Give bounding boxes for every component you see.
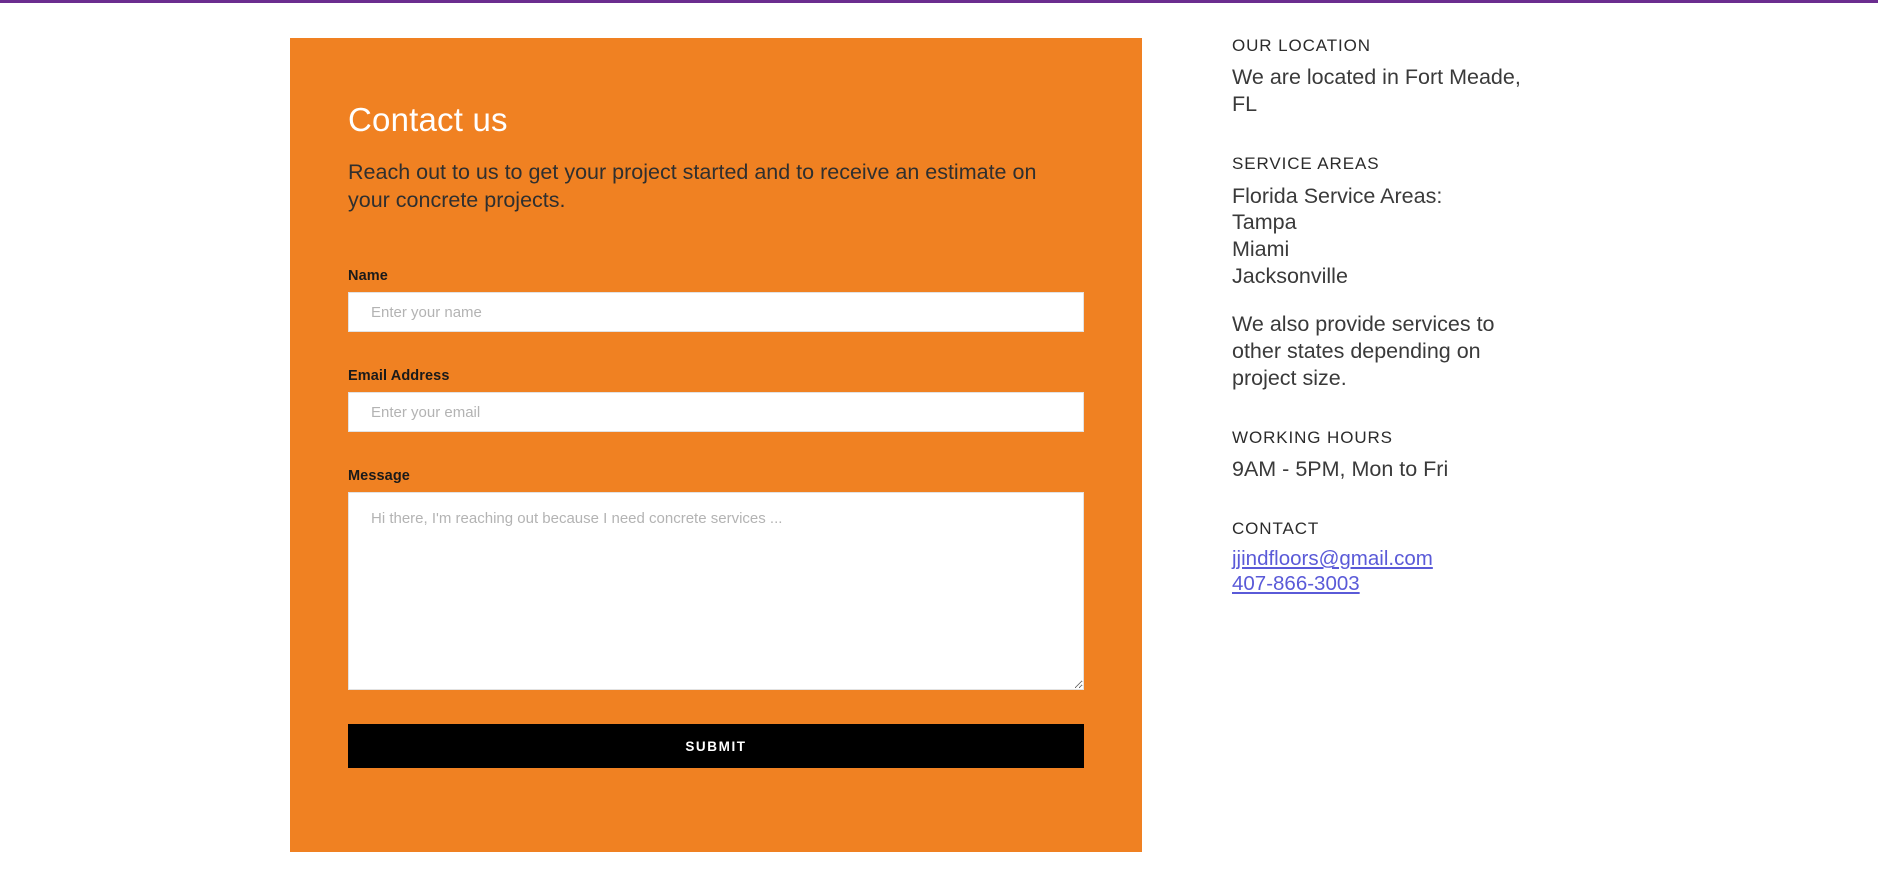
page-subtitle: Reach out to us to get your project started and to receive an estimate on your concrete projects.	[348, 159, 1037, 212]
contact-form-card	[290, 38, 1142, 852]
service-areas-line-2: Tampa	[1232, 210, 1297, 235]
service-areas-line-3: Miami	[1232, 237, 1290, 262]
message-label: Message	[348, 468, 410, 485]
service-areas-note: We also provide services to other states depending on project size.	[1232, 312, 1495, 390]
working-hours-body: 9AM - 5PM, Mon to Fri	[1232, 457, 1449, 482]
working-hours-heading: WORKING HOURS	[1232, 427, 1393, 447]
submit-button[interactable]: SUBMIT	[348, 724, 1084, 768]
service-areas-line-4: Jacksonville	[1232, 264, 1348, 289]
contact-phone-link[interactable]: 407-866-3003	[1232, 571, 1360, 595]
service-areas-line-1: Florida Service Areas:	[1232, 183, 1443, 208]
our-location-body: We are located in Fort Meade, FL	[1232, 65, 1521, 117]
service-areas-body	[1232, 183, 1532, 392]
name-label: Name	[348, 268, 388, 285]
email-label: Email Address	[348, 368, 450, 385]
contact-heading: CONTACT	[1232, 518, 1320, 538]
email-field[interactable]	[348, 392, 1084, 432]
name-input[interactable]	[348, 292, 1084, 332]
our-location-heading: OUR LOCATION	[1232, 36, 1371, 55]
info-column	[1232, 36, 1632, 596]
message-textarea[interactable]	[348, 492, 1084, 690]
spacer	[1232, 290, 1532, 311]
page-title: Contact us	[348, 101, 508, 138]
service-areas-heading: SERVICE AREAS	[1232, 154, 1380, 174]
contact-email-link[interactable]: jjindfloors@gmail.com	[1232, 547, 1433, 571]
top-accent-rule	[0, 0, 1878, 3]
